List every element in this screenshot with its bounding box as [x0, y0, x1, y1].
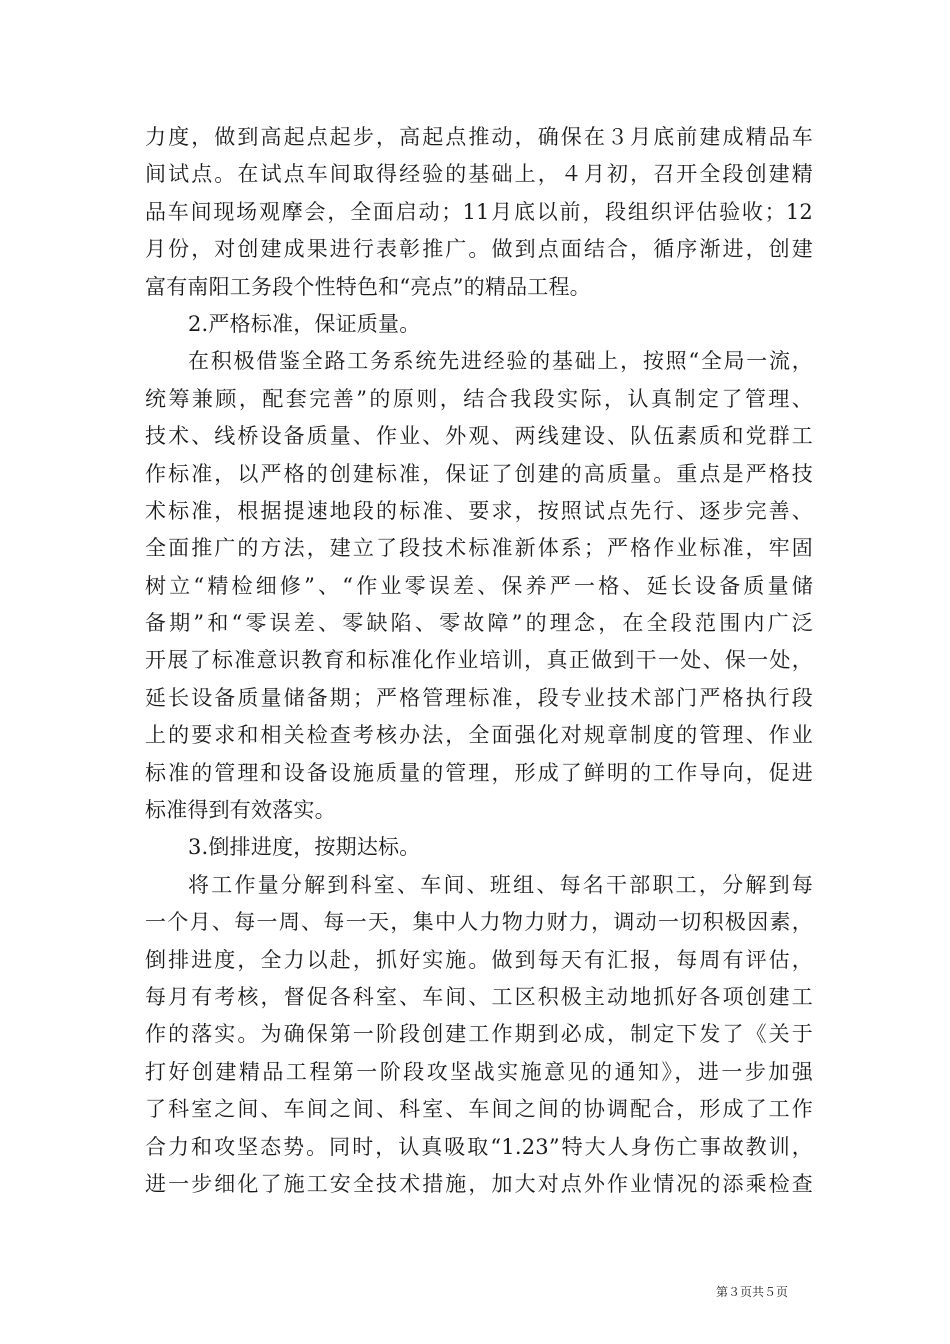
text-line: 一个月、每一周、每一天，集中人力物力财力，调动一切积极因素， — [145, 910, 813, 935]
text-line: 将工作量分解到科室、车间、班组、每名干部职工，分解到每 — [188, 872, 813, 897]
text-line: 技术、线桥设备质量、作业、外观、两线建设、队伍素质和党群工 — [145, 424, 813, 449]
text-line: 进一步细化了施工安全技术措施，加大对点外作业情况的添乘检查 — [145, 1171, 813, 1196]
text-line: 了科室之间、车间之间、科室、车间之间的协调配合，形成了工作 — [145, 1097, 813, 1122]
text-line: 标准得到有效落实。 — [145, 798, 336, 823]
text-line: 延长设备质量储备期；严格管理标准，段专业技术部门严格执行段 — [145, 685, 813, 710]
text-line: 在积极借鉴全路工务系统先进经验的基础上，按照“全局一流， — [188, 349, 813, 374]
text-line: 标准的管理和设备设施质量的管理，形成了鲜明的工作导向，促进 — [145, 760, 813, 785]
page-number: 第３页共５页 — [716, 1285, 789, 1299]
document-body — [145, 119, 813, 1203]
text-line: 品车间现场观摩会，全面启动；11月底以前，段组织评估验收；12 — [145, 199, 813, 224]
text-line: 每月有考核，督促各科室、车间、工区积极主动地抓好各项创建工 — [145, 984, 813, 1009]
text-line: 备期”和“零误差、零缺陷、零故障”的理念，在全段范围内广泛 — [145, 611, 813, 636]
text-line: 2.严格标准，保证质量。 — [188, 311, 421, 336]
text-line: 全面推广的方法，建立了段技术标准新体系；严格作业标准，牢固 — [145, 536, 813, 561]
text-line: 术标准，根据提速地段的标准、要求，按照试点先行、逐步完善、 — [145, 498, 813, 523]
text-line: 打好创建精品工程第一阶段攻坚战实施意见的通知》，进一步加强 — [145, 1059, 813, 1084]
text-line: 间试点。在试点车间取得经验的基础上，４月初，召开全段创建精 — [145, 162, 813, 187]
text-line: 树立“精检细修”、“作业零误差、保养严一格、延长设备质量储 — [145, 573, 813, 598]
text-line: 富有南阳工务段个性特色和“亮点”的精品工程。 — [145, 274, 591, 299]
text-line: 作标准，以严格的创建标准，保证了创建的高质量。重点是严格技 — [145, 461, 813, 486]
text-line: 倒排进度，全力以赴，抓好实施。做到每天有汇报，每周有评估， — [145, 947, 813, 972]
text-line: 月份，对创建成果进行表彰推广。做到点面结合，循序渐进，创建 — [145, 237, 813, 262]
text-line: 统筹兼顾，配套完善”的原则，结合我段实际，认真制定了管理、 — [145, 386, 813, 411]
text-line: 上的要求和相关检查考核办法，全面强化对规章制度的管理、作业 — [145, 723, 813, 748]
text-line: 3.倒排进度，按期达标。 — [188, 835, 421, 860]
text-line: 作的落实。为确保第一阶段创建工作期到必成，制定下发了《关于 — [145, 1022, 813, 1047]
text-line: 力度，做到高起点起步，高起点推动，确保在３月底前建成精品车 — [145, 125, 813, 149]
text-line: 合力和攻坚态势。同时，认真吸取“1.23”特大人身伤亡事故教训， — [145, 1134, 813, 1159]
text-line: 开展了标准意识教育和标准化作业培训，真正做到干一处、保一处， — [145, 648, 813, 673]
